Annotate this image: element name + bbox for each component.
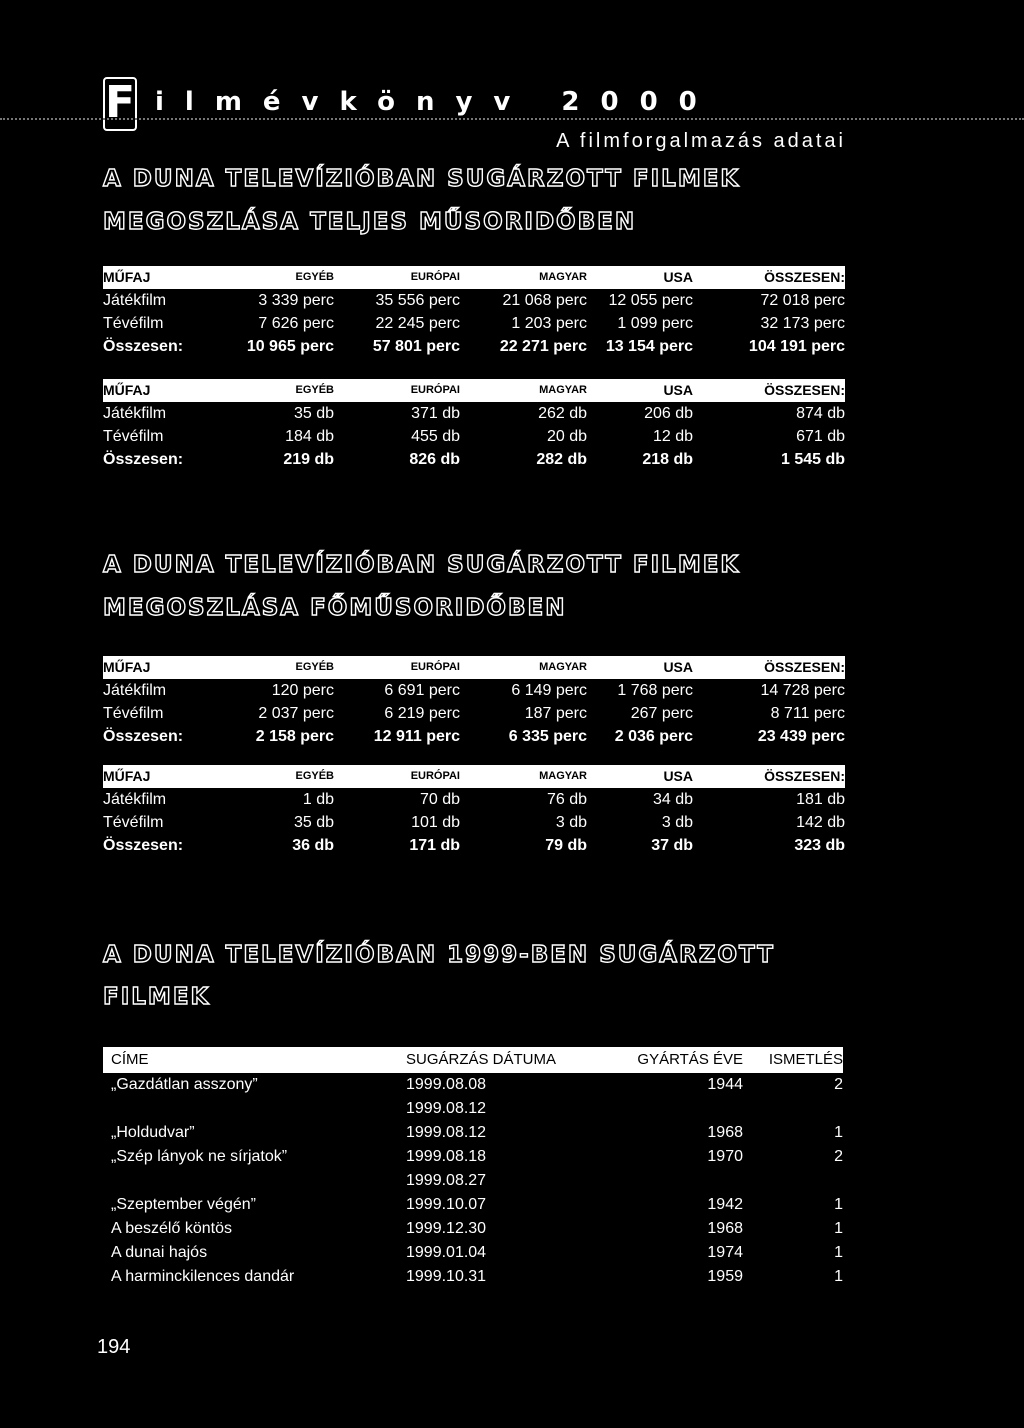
table-cell: 142 db	[796, 814, 845, 831]
production-year	[568, 1169, 743, 1193]
section3-title-line2: FILMEK	[103, 984, 211, 1010]
header-other: EGYÉB	[208, 266, 334, 289]
header-total: ÖSSZESEN:	[693, 656, 845, 679]
film-title	[103, 1097, 398, 1121]
production-year: 1942	[707, 1196, 743, 1213]
repeat-count: 1	[834, 1196, 843, 1213]
table-time-primetime	[103, 656, 845, 748]
section2-title-line2: MEGOSZLÁSA FŐMŰSORIDŐBEN	[103, 595, 567, 621]
broadcast-date: 1999.08.27	[406, 1172, 487, 1189]
table-cell: 57 801 perc	[372, 338, 460, 355]
table-row	[103, 1265, 843, 1289]
table-header-row	[103, 656, 845, 679]
table-cell: 1 545 db	[780, 451, 845, 468]
table-cell: 20 db	[546, 428, 587, 445]
row-label: Játékfilm	[103, 682, 167, 699]
film-title: A harminckilences dandár	[111, 1268, 295, 1285]
table-cell: 10 965 perc	[246, 338, 334, 355]
book-title: ilmévkönyv 2000	[155, 87, 718, 117]
broadcast-date: 1999.08.12	[406, 1100, 487, 1117]
broadcast-date: 1999.12.30	[406, 1220, 487, 1237]
table-count-total	[103, 379, 845, 471]
table-cell: 3 db	[555, 814, 587, 831]
table-cell: 3 db	[661, 814, 693, 831]
table-row	[103, 1073, 843, 1097]
film-title: „Szeptember végén”	[111, 1196, 256, 1213]
header-repeats: ISMETLÉS	[743, 1047, 843, 1073]
table-cell: 70 db	[419, 791, 460, 808]
broadcast-date: 1999.08.08	[406, 1076, 487, 1093]
production-year: 1974	[707, 1244, 743, 1261]
film-title: „Holdudvar”	[111, 1124, 195, 1141]
row-label: Tévéfilm	[103, 705, 164, 722]
table-header-row	[103, 266, 845, 289]
table-cell: 181 db	[796, 791, 845, 808]
table-row	[103, 1121, 843, 1145]
repeat-count: 1	[834, 1124, 843, 1141]
header-production-year: GYÁRTÁS ÉVE	[568, 1047, 743, 1073]
film-title: „Gazdátlan asszony”	[111, 1076, 258, 1093]
table-header-row	[103, 1047, 843, 1073]
table-cell: 32 173 perc	[760, 315, 845, 332]
film-title	[103, 1169, 398, 1193]
total-row	[103, 335, 845, 358]
table-cell: 874 db	[796, 405, 845, 422]
repeat-count	[743, 1097, 843, 1121]
row-label: Tévéfilm	[103, 814, 164, 831]
table-cell: 6 335 perc	[508, 728, 587, 745]
table-cell: 120 perc	[271, 682, 334, 699]
header-genre: MŰFAJ	[103, 765, 208, 788]
table-cell: 323 db	[794, 837, 845, 854]
header-genre: MŰFAJ	[103, 266, 208, 289]
production-year: 1968	[707, 1220, 743, 1237]
table-row	[103, 312, 845, 335]
row-label: Összesen:	[103, 338, 184, 355]
total-row	[103, 448, 845, 471]
table-row	[103, 1169, 843, 1193]
table-cell: 3 339 perc	[258, 292, 334, 309]
row-label: Játékfilm	[103, 405, 167, 422]
production-year: 1944	[707, 1076, 743, 1093]
header-hungarian: MAGYAR	[460, 379, 587, 402]
repeat-count: 1	[834, 1268, 843, 1285]
table-cell: 2 158 perc	[255, 728, 334, 745]
table-row	[103, 1241, 843, 1265]
table-cell: 2 037 perc	[258, 705, 334, 722]
table-cell: 35 556 perc	[375, 292, 460, 309]
film-title: A beszélő köntös	[111, 1220, 232, 1237]
table-cell: 101 db	[411, 814, 460, 831]
header-european: EURÓPAI	[334, 266, 460, 289]
table-cell: 12 db	[652, 428, 693, 445]
row-label: Összesen:	[103, 451, 184, 468]
table-cell: 6 149 perc	[511, 682, 587, 699]
table-cell: 187 perc	[524, 705, 587, 722]
header-usa: USA	[587, 379, 693, 402]
table-row	[103, 402, 845, 425]
film-title: A dunai hajós	[111, 1244, 208, 1261]
table-cell: 184 db	[285, 428, 334, 445]
table-cell: 8 711 perc	[770, 705, 845, 722]
section1-title-line1: A DUNA TELEVÍZIÓBAN SUGÁRZOTT FILMEK	[103, 166, 741, 192]
table-row	[103, 702, 845, 725]
table-cell: 104 191 perc	[748, 338, 845, 355]
table-cell: 2 036 perc	[614, 728, 693, 745]
broadcast-date: 1999.01.04	[406, 1244, 487, 1261]
production-year	[568, 1097, 743, 1121]
table-cell: 21 068 perc	[502, 292, 587, 309]
table-row	[103, 811, 845, 834]
section2-title-line1: A DUNA TELEVÍZIÓBAN SUGÁRZOTT FILMEK	[103, 552, 741, 578]
header-hungarian: MAGYAR	[460, 765, 587, 788]
header-genre: MŰFAJ	[103, 379, 208, 402]
header-european: EURÓPAI	[334, 379, 460, 402]
section3-title-line1: A DUNA TELEVÍZIÓBAN 1999-BEN SUGÁRZOTT	[103, 942, 775, 968]
table-cell: 37 db	[651, 837, 693, 854]
header-hungarian: MAGYAR	[460, 266, 587, 289]
total-row	[103, 834, 845, 857]
table-row	[103, 1193, 843, 1217]
production-year: 1959	[707, 1268, 743, 1285]
table-cell: 14 728 perc	[760, 682, 845, 699]
table-cell: 218 db	[642, 451, 693, 468]
table-cell: 1 db	[302, 791, 334, 808]
broadcast-date: 1999.08.12	[406, 1124, 487, 1141]
repeat-count: 2	[834, 1148, 843, 1165]
table-cell: 12 911 perc	[373, 728, 460, 745]
table-cell: 371 db	[411, 405, 460, 422]
header-other: EGYÉB	[208, 379, 334, 402]
header-european: EURÓPAI	[334, 765, 460, 788]
table-row	[103, 1145, 843, 1169]
table-cell: 171 db	[409, 837, 460, 854]
table-cell: 826 db	[409, 451, 460, 468]
table-cell: 35 db	[293, 814, 334, 831]
table-cell: 22 271 perc	[499, 338, 587, 355]
table-cell: 671 db	[796, 428, 845, 445]
header-total: ÖSSZESEN:	[693, 266, 845, 289]
header-usa: USA	[587, 656, 693, 679]
header-genre: MŰFAJ	[103, 656, 208, 679]
table-cell: 455 db	[411, 428, 460, 445]
table-cell: 35 db	[293, 405, 334, 422]
row-label: Játékfilm	[103, 791, 167, 808]
table-header-row	[103, 379, 845, 402]
table-cell: 7 626 perc	[258, 315, 334, 332]
film-title: „Szép lányok ne sírjatok”	[111, 1148, 288, 1165]
section1-title-line2: MEGOSZLÁSA TELJES MŰSORIDŐBEN	[103, 209, 637, 235]
table-films-1999	[103, 1047, 843, 1289]
header-usa: USA	[587, 765, 693, 788]
table-cell: 12 055 perc	[608, 292, 693, 309]
broadcast-date: 1999.10.31	[406, 1268, 487, 1285]
table-row	[103, 679, 845, 702]
header-hungarian: MAGYAR	[460, 656, 587, 679]
dotted-rule	[0, 118, 1024, 120]
table-cell: 219 db	[283, 451, 334, 468]
row-label: Tévéfilm	[103, 428, 164, 445]
broadcast-date: 1999.10.07	[406, 1196, 487, 1213]
row-label: Összesen:	[103, 837, 184, 854]
header-usa: USA	[587, 266, 693, 289]
table-cell: 267 perc	[630, 705, 693, 722]
table-header-row	[103, 765, 845, 788]
table-row	[103, 289, 845, 312]
table-row	[103, 1097, 843, 1121]
header-title: CÍME	[103, 1047, 398, 1073]
table-cell: 1 099 perc	[617, 315, 693, 332]
total-row	[103, 725, 845, 748]
header-broadcast-date: SUGÁRZÁS DÁTUMA	[398, 1047, 568, 1073]
table-row	[103, 425, 845, 448]
header-other: EGYÉB	[208, 765, 334, 788]
repeat-count: 1	[834, 1244, 843, 1261]
table-count-primetime	[103, 765, 845, 857]
table-cell: 282 db	[536, 451, 587, 468]
row-label: Tévéfilm	[103, 315, 164, 332]
table-cell: 34 db	[652, 791, 693, 808]
production-year: 1970	[707, 1148, 743, 1165]
table-row	[103, 788, 845, 811]
section-subtitle: A filmforgalmazás adatai	[556, 130, 846, 152]
table-cell: 13 154 perc	[605, 338, 693, 355]
table-cell: 76 db	[546, 791, 587, 808]
header-total: ÖSSZESEN:	[693, 379, 845, 402]
page-header	[0, 75, 1024, 165]
table-row	[103, 1217, 843, 1241]
table-cell: 206 db	[644, 405, 693, 422]
repeat-count: 1	[834, 1220, 843, 1237]
header-total: ÖSSZESEN:	[693, 765, 845, 788]
table-cell: 72 018 perc	[760, 292, 845, 309]
table-cell: 6 691 perc	[384, 682, 460, 699]
header-european: EURÓPAI	[334, 656, 460, 679]
repeat-count: 2	[834, 1076, 843, 1093]
table-cell: 1 203 perc	[511, 315, 587, 332]
page-number: 194	[97, 1336, 131, 1358]
repeat-count	[743, 1169, 843, 1193]
table-cell: 1 768 perc	[617, 682, 693, 699]
table-cell: 6 219 perc	[384, 705, 460, 722]
row-label: Összesen:	[103, 728, 184, 745]
table-cell: 22 245 perc	[375, 315, 460, 332]
production-year: 1968	[707, 1124, 743, 1141]
table-cell: 23 439 perc	[757, 728, 845, 745]
logo-icon: F	[103, 77, 137, 131]
broadcast-date: 1999.08.18	[406, 1148, 487, 1165]
table-time-total	[103, 266, 845, 358]
row-label: Játékfilm	[103, 292, 167, 309]
table-cell: 36 db	[292, 837, 334, 854]
table-cell: 79 db	[545, 837, 587, 854]
table-cell: 262 db	[538, 405, 587, 422]
header-other: EGYÉB	[208, 656, 334, 679]
